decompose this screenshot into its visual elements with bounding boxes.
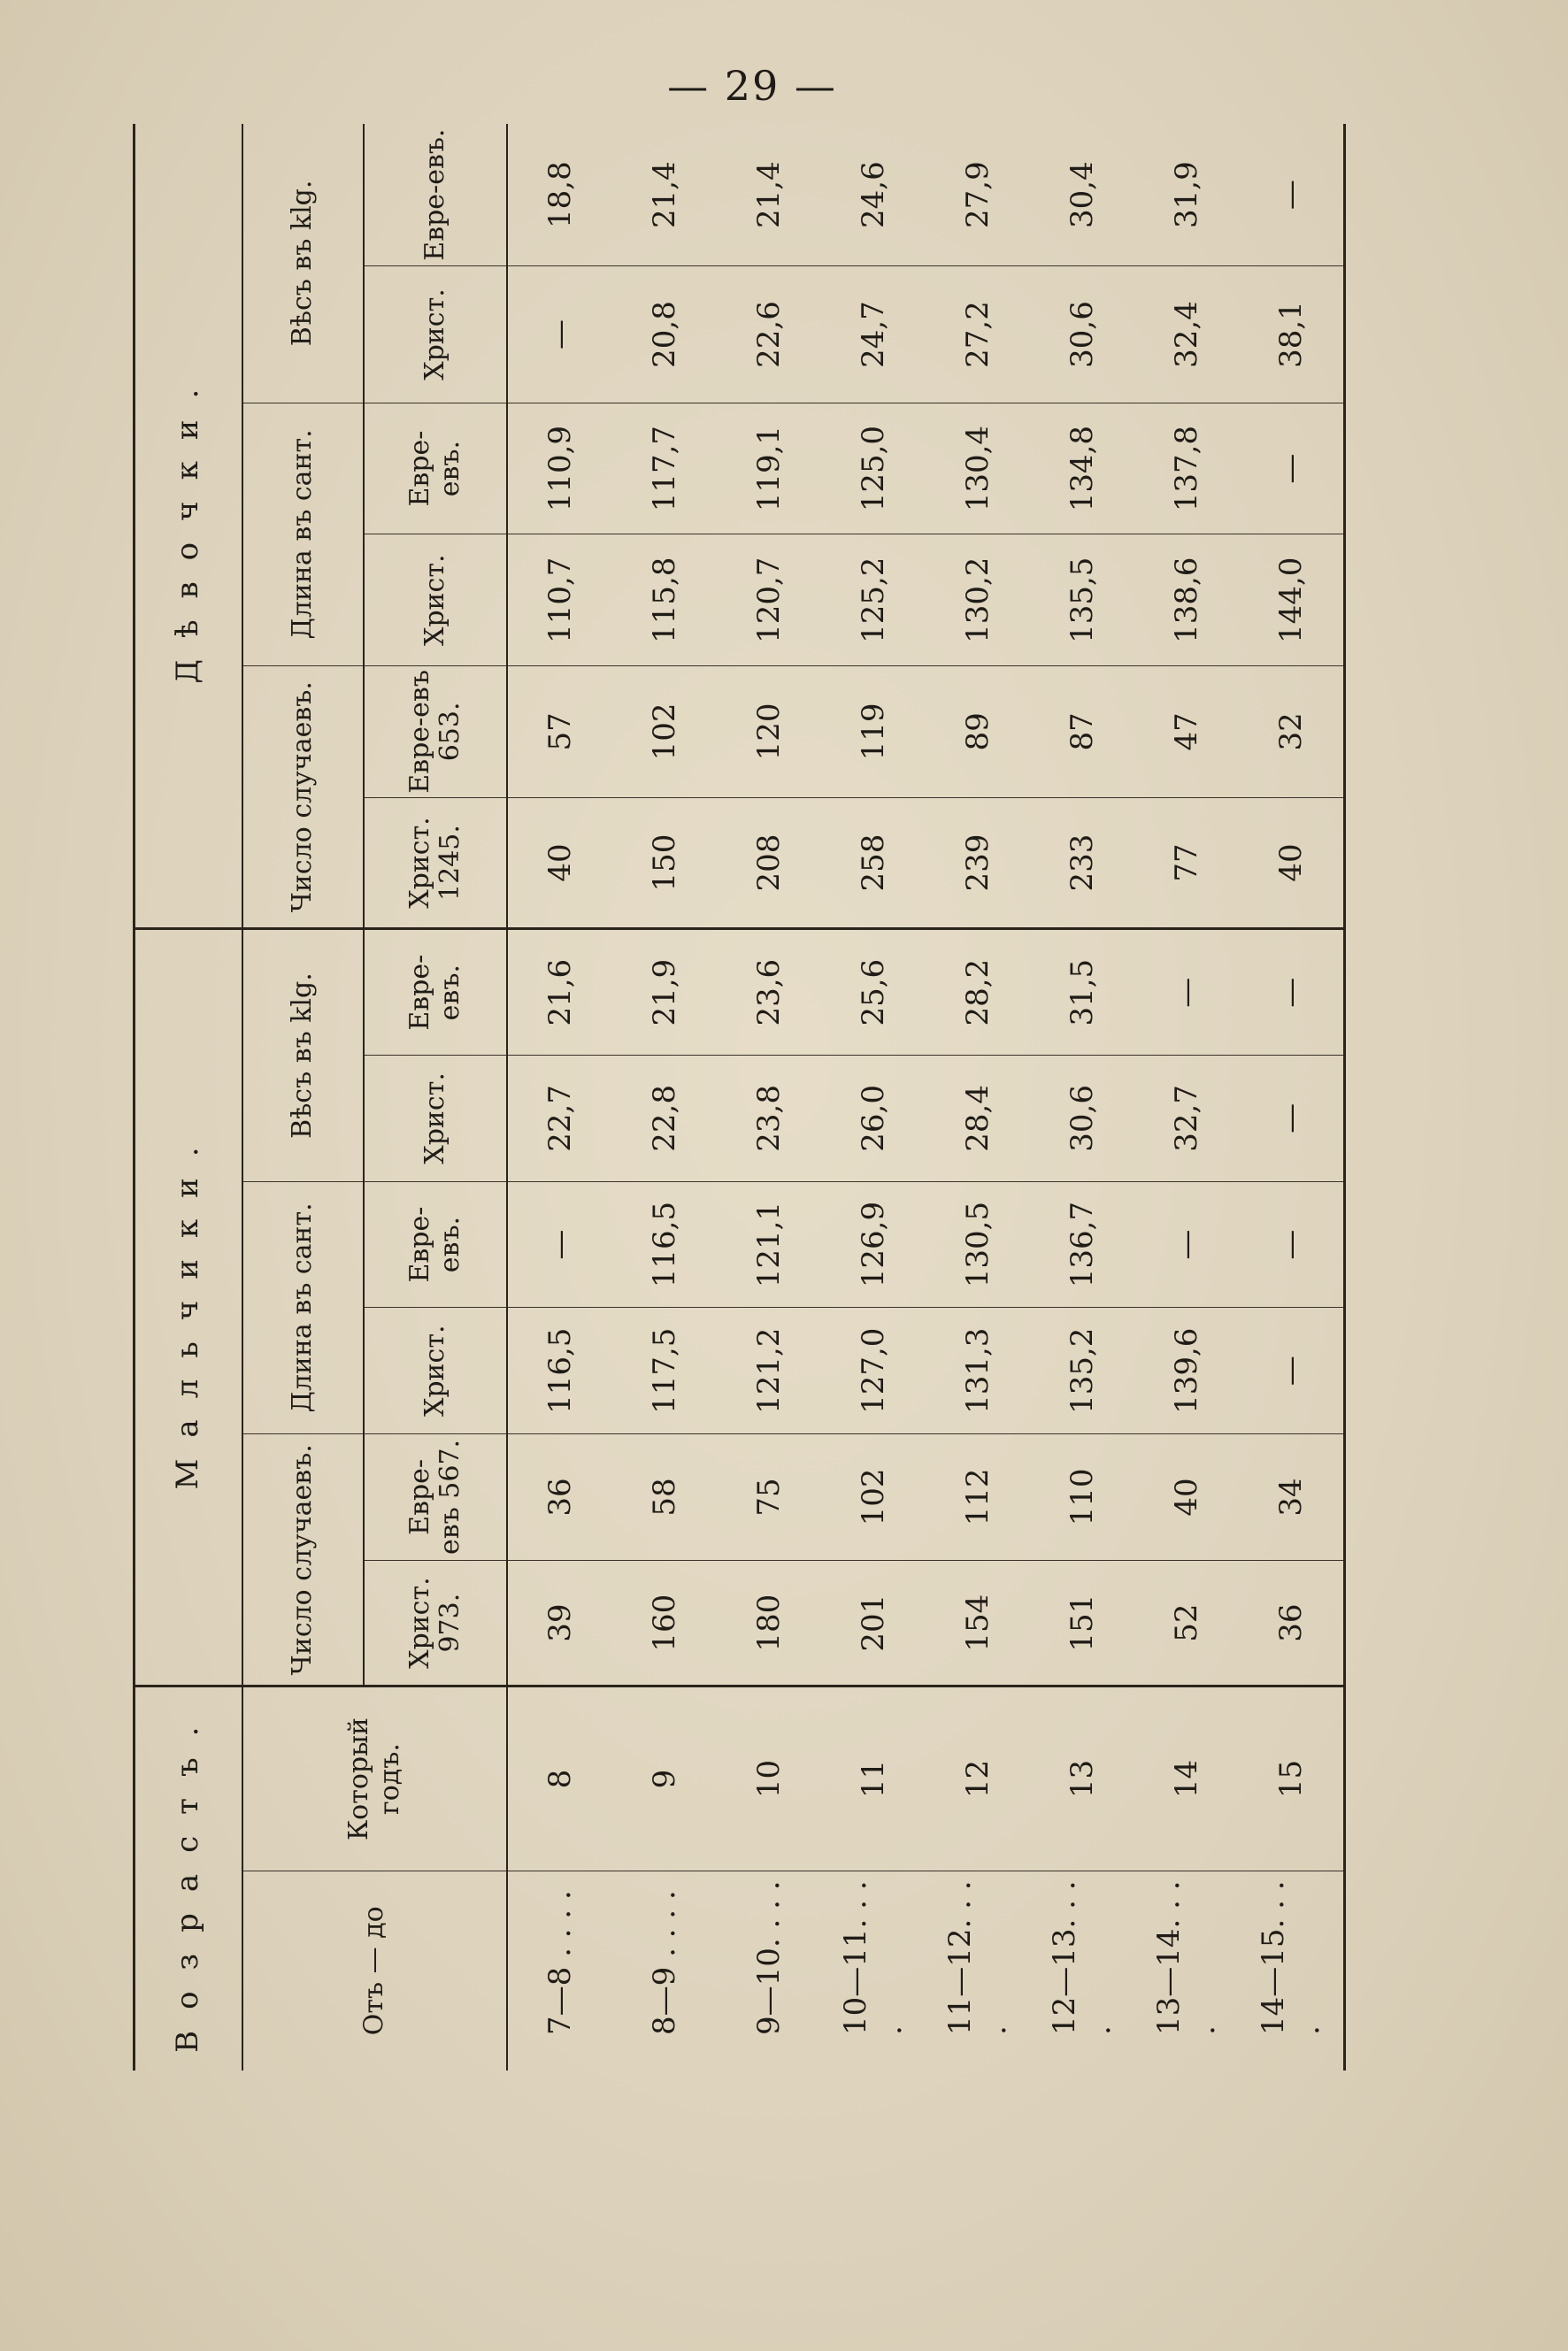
- table-row: [612, 124, 717, 2071]
- girls-jews-count-cell: 47: [1134, 666, 1239, 798]
- age-range-cell: 9—10. . . .: [751, 1880, 787, 2035]
- girls-length-christ-cell: 130,2: [926, 534, 1030, 666]
- boys-length-header: Длина въ сант.: [242, 1181, 364, 1433]
- boys-jews-count-cell: 75: [717, 1434, 821, 1561]
- year-cell: 8: [507, 1686, 612, 1871]
- boys-jews-count-cell: 36: [507, 1434, 612, 1561]
- girls-weight-jews-cell: —: [1239, 124, 1345, 266]
- boys-length-jews-cell: —: [1134, 1181, 1239, 1308]
- boys-length-christ-cell: 116,5: [507, 1308, 612, 1434]
- girls-length-christ-header: Христ.: [364, 534, 507, 666]
- girls-length-christ-cell: 144,0: [1239, 534, 1345, 666]
- table-row: [1239, 124, 1345, 2071]
- girls-length-jews-cell: 119,1: [717, 403, 821, 534]
- boys-christ-count-header: Христ. 973.: [364, 1560, 507, 1686]
- girls-length-jews-cell: 130,4: [926, 403, 1030, 534]
- boys-length-christ-cell: —: [1239, 1308, 1345, 1434]
- age-group-header: Возрастъ.: [135, 1686, 243, 2071]
- boys-length-christ-cell: 135,2: [1030, 1308, 1134, 1434]
- girls-weight-christ-cell: 27,2: [926, 266, 1030, 403]
- girls-weight-christ-cell: 30,6: [1030, 266, 1134, 403]
- boys-weight-christ-cell: 22,8: [612, 1056, 717, 1182]
- girls-jews-count-cell: 32: [1239, 666, 1345, 798]
- girls-length-header: Длина въ сант.: [242, 403, 364, 665]
- boys-length-jews-cell: 126,9: [821, 1181, 926, 1308]
- girls-weight-christ-cell: —: [507, 266, 612, 403]
- table-row: [1030, 124, 1134, 2071]
- boys-weight-jews-cell: 25,6: [821, 929, 926, 1056]
- age-range-cell: 7—8 . . . .: [542, 1890, 578, 2035]
- boys-christ-count-cell: 36: [1239, 1560, 1345, 1686]
- girls-weight-jews-header: Евре-евъ.: [364, 124, 507, 266]
- year-cell: 15: [1239, 1686, 1345, 1871]
- girls-christ-count-cell: 239: [926, 797, 1030, 929]
- year-cell: 9: [612, 1686, 717, 1871]
- boys-jews-count-cell: 34: [1239, 1434, 1345, 1561]
- age-range-cell: 11—12. . . .: [942, 1880, 1013, 2035]
- age-range-cell: 8—9 . . . .: [647, 1890, 682, 2035]
- table-row: [717, 124, 821, 2071]
- girls-jews-count-header: Евре-евъ 653.: [364, 666, 507, 798]
- girls-jews-count-cell: 119: [821, 666, 926, 798]
- age-range-cell: 10—11. . . .: [838, 1880, 909, 2035]
- boys-length-jews-cell: 130,5: [926, 1181, 1030, 1308]
- boys-weight-header: Вѣсъ въ klg.: [242, 929, 364, 1181]
- boys-length-jews-cell: 136,7: [1030, 1181, 1134, 1308]
- girls-jews-count-cell: 87: [1030, 666, 1134, 798]
- boys-christ-count-cell: 52: [1134, 1560, 1239, 1686]
- boys-weight-jews-cell: —: [1239, 929, 1345, 1056]
- girls-weight-jews-cell: 27,9: [926, 124, 1030, 266]
- girls-length-christ-cell: 115,8: [612, 534, 717, 666]
- boys-weight-jews-cell: —: [1134, 929, 1239, 1056]
- girls-length-christ-cell: 125,2: [821, 534, 926, 666]
- boys-weight-christ-cell: —: [1239, 1056, 1345, 1182]
- boys-jews-count-cell: 112: [926, 1434, 1030, 1561]
- boys-jews-count-cell: 110: [1030, 1434, 1134, 1561]
- boys-length-christ-cell: 131,3: [926, 1308, 1030, 1434]
- boys-weight-christ-cell: 30,6: [1030, 1056, 1134, 1182]
- boys-header: Мальчики.: [135, 929, 243, 1686]
- boys-christ-count-cell: 201: [821, 1560, 926, 1686]
- girls-weight-christ-cell: 20,8: [612, 266, 717, 403]
- year-cell: 11: [821, 1686, 926, 1871]
- girls-length-jews-header: Евре-евъ.: [364, 403, 507, 534]
- girls-jews-count-cell: 57: [507, 666, 612, 798]
- girls-weight-jews-cell: 31,9: [1134, 124, 1239, 266]
- girls-weight-jews-cell: 30,4: [1030, 124, 1134, 266]
- boys-length-jews-cell: 121,1: [717, 1181, 821, 1308]
- girls-cases-header: Число случаевъ.: [242, 666, 364, 929]
- boys-weight-jews-cell: 21,9: [612, 929, 717, 1056]
- table-row: [821, 124, 926, 2071]
- girls-length-christ-cell: 120,7: [717, 534, 821, 666]
- table-row: [926, 124, 1030, 2071]
- boys-weight-jews-cell: 31,5: [1030, 929, 1134, 1056]
- boys-length-christ-cell: 139,6: [1134, 1308, 1239, 1434]
- girls-weight-jews-cell: 18,8: [507, 124, 612, 266]
- boys-length-christ-cell: 117,5: [612, 1308, 717, 1434]
- girls-weight-jews-cell: 21,4: [717, 124, 821, 266]
- year-cell: 12: [926, 1686, 1030, 1871]
- anthropometric-table: [133, 124, 1346, 2071]
- girls-length-christ-cell: 138,6: [1134, 534, 1239, 666]
- girls-christ-count-header: Христ. 1245.: [364, 797, 507, 929]
- girls-length-jews-cell: 125,0: [821, 403, 926, 534]
- girls-length-jews-cell: 134,8: [1030, 403, 1134, 534]
- boys-weight-jews-cell: 21,6: [507, 929, 612, 1056]
- page-number: — 29 —: [667, 62, 837, 110]
- boys-length-jews-cell: 116,5: [612, 1181, 717, 1308]
- girls-christ-count-cell: 208: [717, 797, 821, 929]
- boys-length-jews-cell: —: [1239, 1181, 1345, 1308]
- girls-length-jews-cell: 137,8: [1134, 403, 1239, 534]
- table-row: [507, 124, 612, 2071]
- girls-length-jews-cell: —: [1239, 403, 1345, 534]
- girls-length-jews-cell: 117,7: [612, 403, 717, 534]
- girls-christ-count-cell: 258: [821, 797, 926, 929]
- girls-length-christ-cell: 135,5: [1030, 534, 1134, 666]
- girls-length-christ-cell: 110,7: [507, 534, 612, 666]
- girls-weight-christ-cell: 38,1: [1239, 266, 1345, 403]
- boys-weight-christ-header: Христ.: [364, 1056, 507, 1182]
- boys-weight-christ-cell: 22,7: [507, 1056, 612, 1182]
- boys-weight-christ-cell: 26,0: [821, 1056, 926, 1182]
- boys-length-jews-cell: —: [507, 1181, 612, 1308]
- boys-length-christ-header: Христ.: [364, 1308, 507, 1434]
- year-cell: 13: [1030, 1686, 1134, 1871]
- girls-weight-christ-header: Христ.: [364, 266, 507, 403]
- boys-length-christ-cell: 121,2: [717, 1308, 821, 1434]
- year-cell: 10: [717, 1686, 821, 1871]
- boys-length-christ-cell: 127,0: [821, 1308, 926, 1434]
- girls-christ-count-cell: 77: [1134, 797, 1239, 929]
- girls-weight-jews-cell: 24,6: [821, 124, 926, 266]
- girls-weight-christ-cell: 22,6: [717, 266, 821, 403]
- boys-jews-count-cell: 58: [612, 1434, 717, 1561]
- girls-jews-count-cell: 120: [717, 666, 821, 798]
- from-to-header: Отъ — до: [242, 1871, 507, 2071]
- girls-christ-count-cell: 233: [1030, 797, 1134, 929]
- girls-weight-jews-cell: 21,4: [612, 124, 717, 266]
- boys-weight-christ-cell: 23,8: [717, 1056, 821, 1182]
- girls-weight-christ-cell: 32,4: [1134, 266, 1239, 403]
- boys-jews-count-header: Евре-евъ 567.: [364, 1434, 507, 1561]
- girls-christ-count-cell: 40: [507, 797, 612, 929]
- girls-christ-count-cell: 40: [1239, 797, 1345, 929]
- boys-weight-jews-cell: 23,6: [717, 929, 821, 1056]
- girls-header: Дѣвочки.: [135, 124, 243, 929]
- boys-weight-jews-cell: 28,2: [926, 929, 1030, 1056]
- year-cell: 14: [1134, 1686, 1239, 1871]
- girls-jews-count-cell: 102: [612, 666, 717, 798]
- boys-weight-christ-cell: 28,4: [926, 1056, 1030, 1182]
- girls-weight-christ-cell: 24,7: [821, 266, 926, 403]
- age-range-cell: 13—14. . . .: [1151, 1880, 1222, 2035]
- boys-christ-count-cell: 160: [612, 1560, 717, 1686]
- boys-weight-jews-header: Евре-евъ.: [364, 929, 507, 1056]
- boys-weight-christ-cell: 32,7: [1134, 1056, 1239, 1182]
- girls-christ-count-cell: 150: [612, 797, 717, 929]
- boys-cases-header: Число случаевъ.: [242, 1434, 364, 1686]
- boys-christ-count-cell: 180: [717, 1560, 821, 1686]
- rotated-table-container: [133, 124, 1336, 2071]
- girls-length-jews-cell: 110,9: [507, 403, 612, 534]
- table-row: [1134, 124, 1239, 2071]
- age-range-cell: 12—13. . . .: [1047, 1880, 1118, 2035]
- boys-jews-count-cell: 102: [821, 1434, 926, 1561]
- boys-length-jews-header: Евре-евъ.: [364, 1181, 507, 1308]
- boys-christ-count-cell: 151: [1030, 1560, 1134, 1686]
- boys-christ-count-cell: 39: [507, 1560, 612, 1686]
- boys-jews-count-cell: 40: [1134, 1434, 1239, 1561]
- girls-jews-count-cell: 89: [926, 666, 1030, 798]
- which-year-header: Который годъ.: [242, 1686, 507, 1871]
- boys-christ-count-cell: 154: [926, 1560, 1030, 1686]
- girls-weight-header: Вѣсъ въ klg.: [242, 124, 364, 403]
- age-range-cell: 14—15. . . .: [1239, 1871, 1345, 2071]
